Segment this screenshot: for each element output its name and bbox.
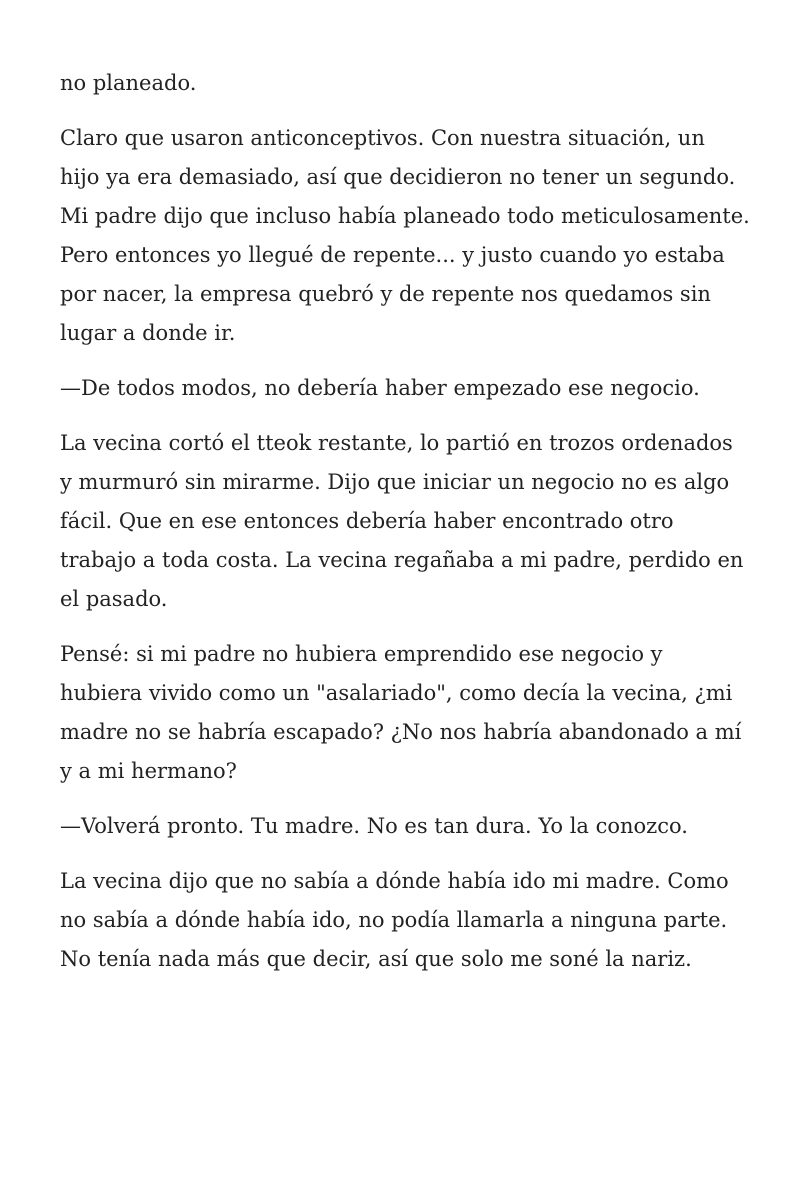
paragraph: La vecina cortó el tteok restante, lo partió en trozos ordenados y murmuró sin mirarme. Dijo que iniciar un negocio no es algo fácil. Que en ese entonces debería haber encontrado otro trabajo a toda costa. La vecina regañaba a mi padre, perdido en el pasado. <box>60 431 744 611</box>
paragraph: no planeado. <box>60 71 197 95</box>
dialogue-paragraph: —De todos modos, no debería haber empezado ese negocio. <box>60 376 700 400</box>
paragraph: La vecina dijo que no sabía a dónde había ido mi madre. Como no sabía a dónde había ido, no podía llamarla a ninguna parte. No tenía nada más que decir, así que solo me soné la nariz. <box>60 869 729 971</box>
dialogue-paragraph: —Volverá pronto. Tu madre. No es tan dura. Yo la conozco. <box>60 814 688 838</box>
paragraph: Pensé: si mi padre no hubiera emprendido ese negocio y hubiera vivido como un "asalariado", como decía la vecina, ¿mi madre no se habría escapado? ¿No nos habría abandonado a mí y a mi hermano? <box>60 642 742 783</box>
paragraph: Claro que usaron anticonceptivos. Con nuestra situación, un hijo ya era demasiado, así que decidieron no tener un segundo. Mi padre dijo que incluso había planeado todo meticulosamente. Pero entonces yo llegué de repente... y justo cuando yo estaba por nacer, la empresa quebró y de repente nos quedamos sin lugar a donde ir. <box>60 126 750 345</box>
page-text <box>60 64 750 995</box>
